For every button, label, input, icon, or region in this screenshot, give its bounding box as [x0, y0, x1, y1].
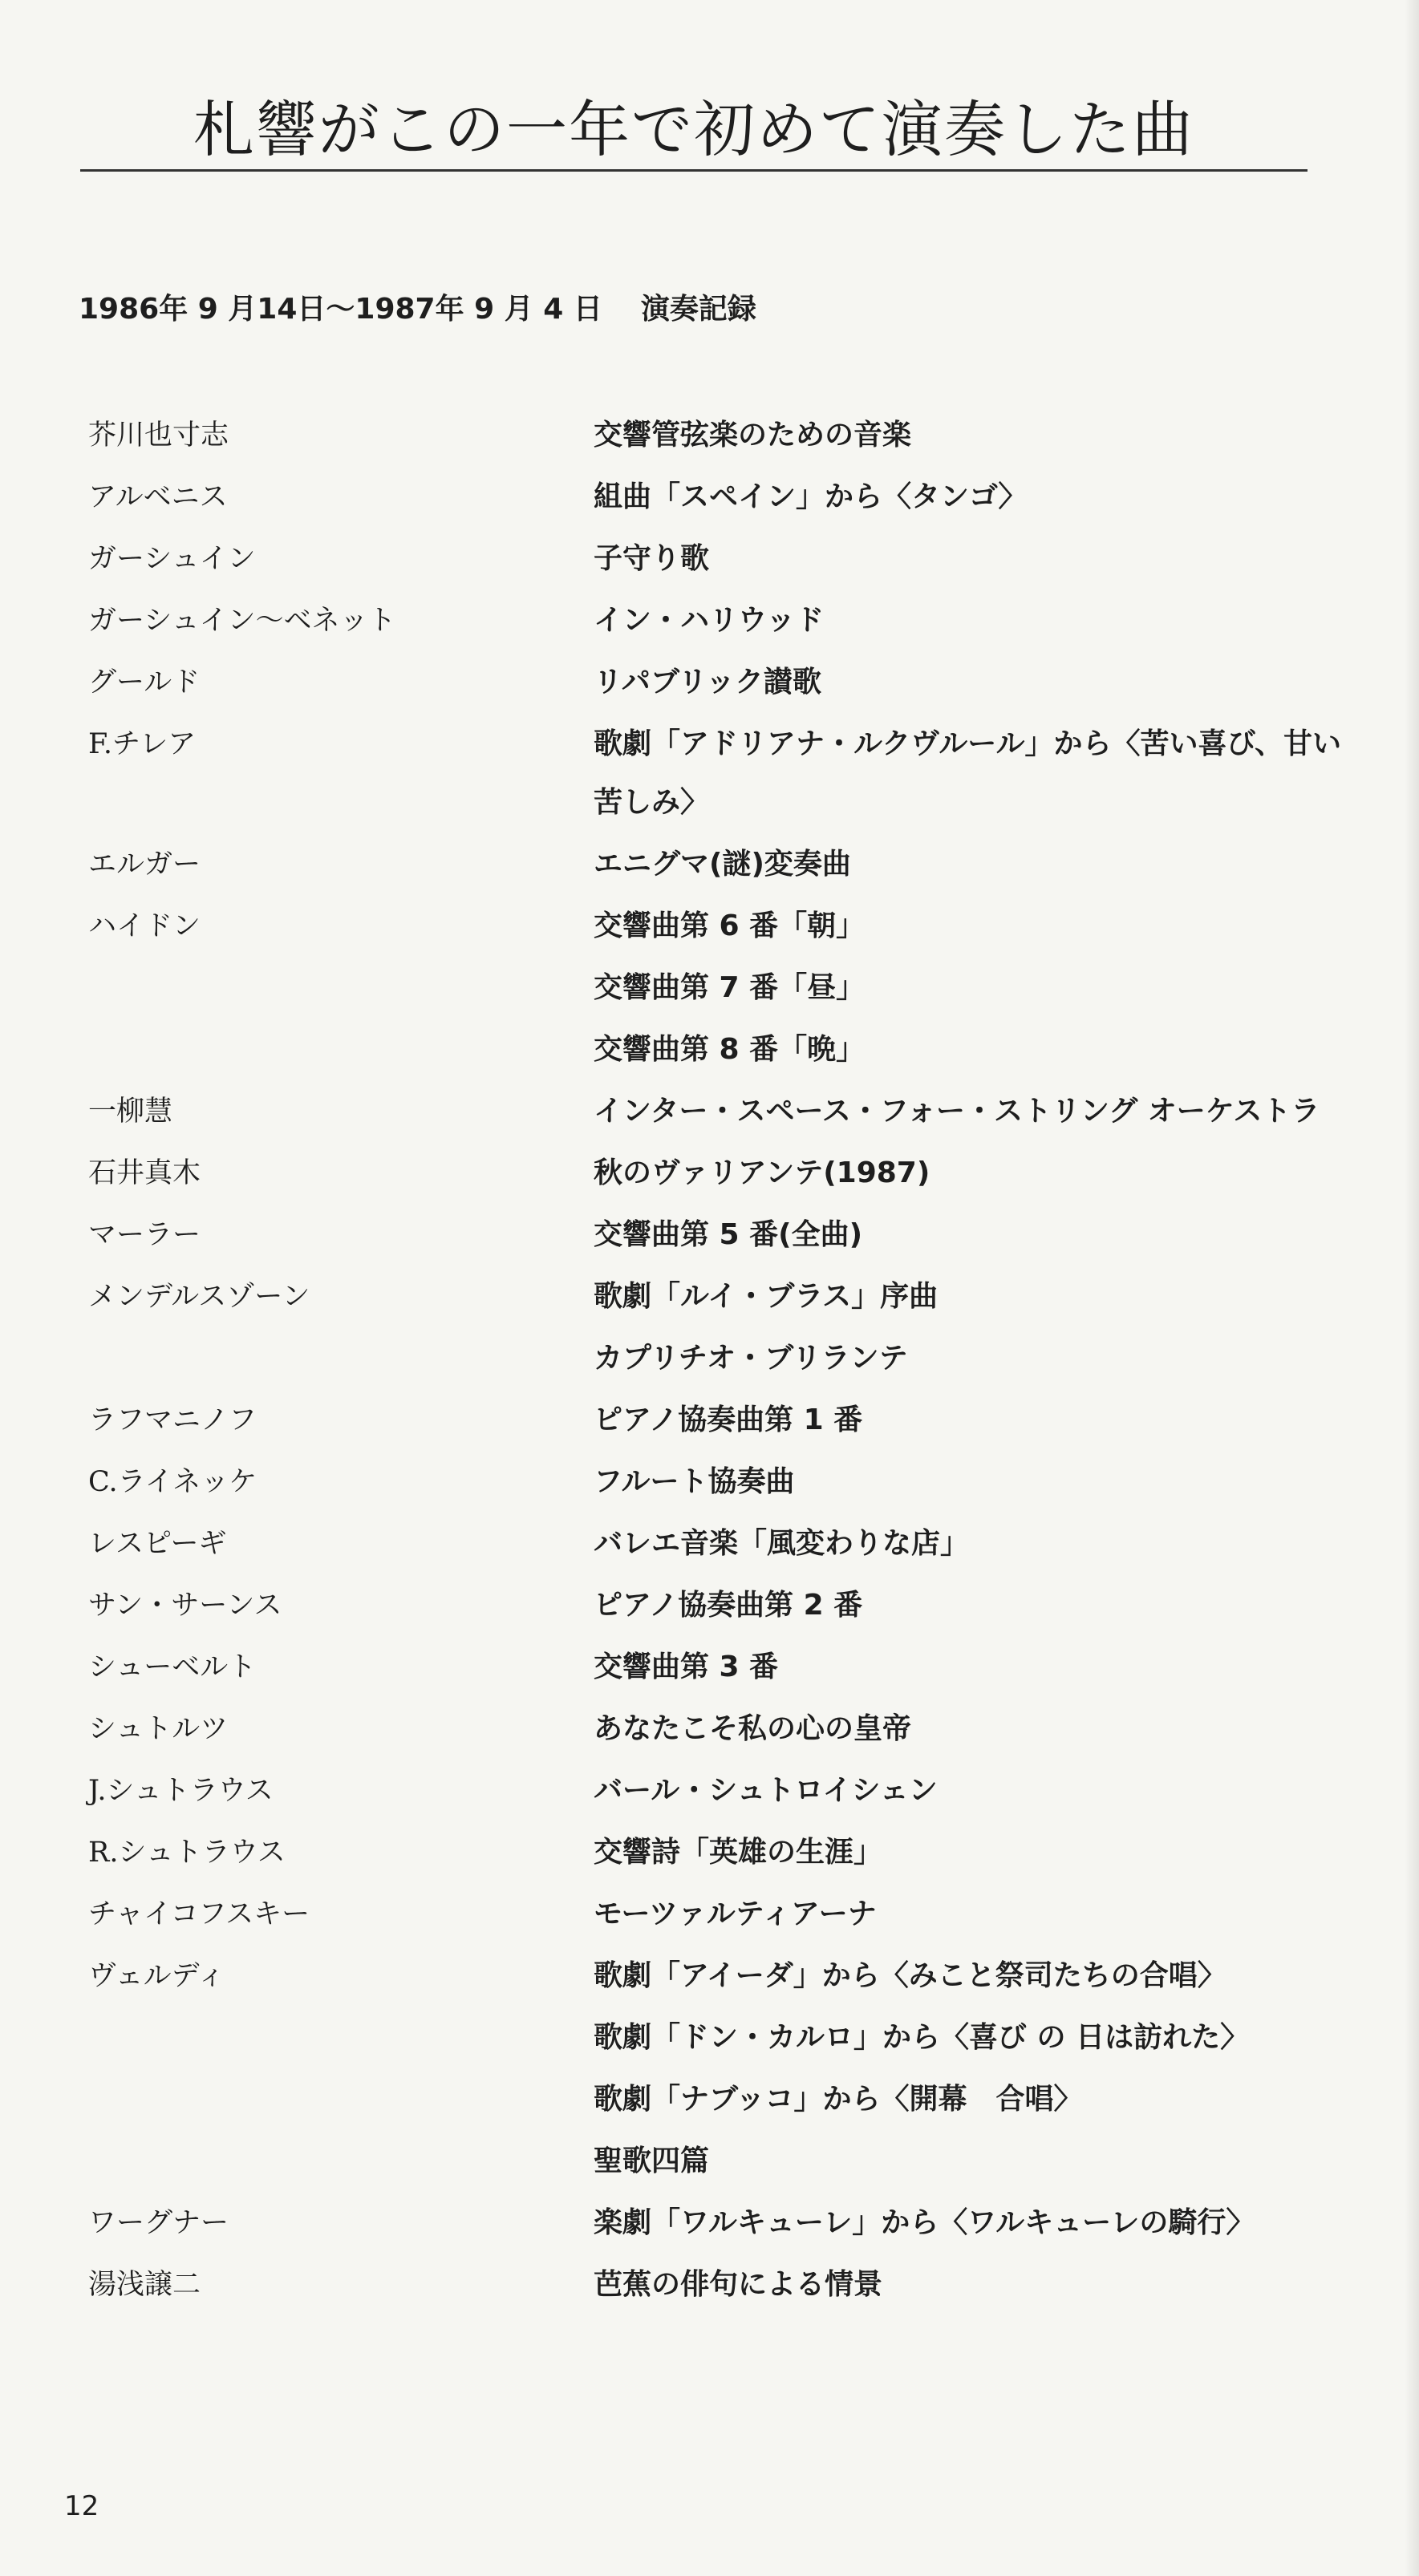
- list-item: [0, 655, 1419, 710]
- work-title: カプリチオ・ブリランテ: [594, 1342, 908, 1375]
- list-item: [0, 1023, 1419, 1077]
- list-item: [0, 2134, 1419, 2189]
- list-item: [0, 1578, 1419, 1633]
- work-title: モーツァルティアーナ: [594, 1898, 877, 1930]
- work-title: バール・シュトロイシェン: [594, 1774, 938, 1807]
- work-title: バレエ音楽「風変わりな店」: [594, 1527, 970, 1560]
- performance-record-label: 演奏記録: [640, 293, 756, 326]
- list-item: [0, 1455, 1419, 1509]
- work-title: 苦しみ〉: [594, 786, 710, 819]
- work-title: リパブリック讃歌: [594, 666, 822, 699]
- composer-name: シューベルト: [88, 1651, 257, 1683]
- composer-name: マーラー: [88, 1219, 201, 1251]
- composer-name: エルガー: [88, 849, 201, 881]
- work-title: 秋のヴァリアンテ(1987): [594, 1156, 930, 1189]
- page-title: 札響がこの一年で初めて演奏した曲: [193, 94, 1194, 165]
- work-title: 組曲「スペイン」から〈タンゴ〉: [594, 480, 1028, 513]
- list-item: [0, 593, 1419, 648]
- list-item: [0, 1949, 1419, 2003]
- list-item: [0, 1146, 1419, 1201]
- composer-name: F.チレア: [88, 728, 197, 760]
- list-item: [0, 2258, 1419, 2312]
- work-title: 子守り歌: [594, 542, 710, 575]
- composer-name: C.ライネッケ: [88, 1466, 257, 1498]
- composer-name: ガーシュイン: [88, 543, 256, 575]
- list-item: [0, 1640, 1419, 1695]
- composer-name: J.シュトラウス: [88, 1775, 274, 1807]
- work-title: 交響詩「英雄の生涯」: [594, 1836, 883, 1869]
- work-title: 歌劇「ドン・カルロ」から〈喜び の 日は訪れた〉: [594, 2021, 1250, 2054]
- work-title: 交響曲第 8 番「晩」: [594, 1033, 866, 1066]
- work-title: 交響管弦楽のための音楽: [594, 419, 912, 452]
- composer-name: 芥川也寸志: [88, 419, 229, 452]
- composer-name: シュトルツ: [88, 1713, 229, 1745]
- composer-name: ガーシュイン〜ベネット: [88, 605, 396, 637]
- list-item: [0, 717, 1419, 772]
- list-item: [0, 1764, 1419, 1818]
- work-title: 聖歌四篇: [594, 2145, 710, 2177]
- work-title: 歌劇「アドリアナ・ルクヴルール」から〈苦い喜び、甘い: [594, 727, 1342, 760]
- work-title: 歌劇「アイーダ」から〈みこと祭司たちの合唱〉: [594, 1959, 1226, 1992]
- work-title: エニグマ(謎)変奏曲: [594, 848, 851, 881]
- work-title: 交響曲第 7 番「昼」: [594, 971, 866, 1004]
- list-item: [0, 776, 1419, 830]
- composer-name: ハイドン: [88, 910, 201, 942]
- composer-name: グールド: [88, 666, 201, 699]
- composer-name: アルベニス: [88, 481, 228, 513]
- list-item: [0, 532, 1419, 586]
- work-title: インター・スペース・フォー・ストリング オーケストラ: [594, 1095, 1320, 1128]
- list-item: [0, 899, 1419, 954]
- list-item: [0, 1702, 1419, 1756]
- work-title: フルート協奏曲: [594, 1465, 795, 1498]
- list-item: [0, 2072, 1419, 2127]
- work-title: 楽劇「ワルキューレ」から〈ワルキューレの騎行〉: [594, 2206, 1255, 2239]
- list-item: [0, 837, 1419, 892]
- composer-name: R.シュトラウス: [88, 1837, 286, 1869]
- list-item: [0, 1825, 1419, 1880]
- work-title: 交響曲第 5 番(全曲): [594, 1218, 863, 1251]
- composer-name: レスピーギ: [88, 1528, 227, 1560]
- list-item: [0, 961, 1419, 1015]
- composer-name: メンデルスゾーン: [88, 1281, 310, 1313]
- work-title: ピアノ協奏曲第 1 番: [594, 1403, 863, 1436]
- work-title: 交響曲第 3 番: [594, 1651, 779, 1683]
- composer-name: 湯浅譲二: [88, 2269, 201, 2301]
- work-title: 歌劇「ナブッコ」から〈開幕 合唱〉: [594, 2083, 1083, 2116]
- work-title: 交響曲第 6 番「朝」: [594, 909, 866, 942]
- list-item: [0, 1887, 1419, 1942]
- work-title: あなたこそ私の心の皇帝: [594, 1712, 912, 1745]
- page-edge-shadow: [1405, 0, 1419, 2576]
- list-item: [0, 1270, 1419, 1324]
- composer-name: ラフマニノフ: [88, 1404, 257, 1436]
- composer-name: 一柳慧: [88, 1096, 173, 1128]
- performance-period: 1986年 9 月14日〜1987年 9 月 4 日: [79, 293, 602, 326]
- list-item: [0, 1084, 1419, 1139]
- list-item: [0, 2196, 1419, 2250]
- list-item: [0, 408, 1419, 463]
- composer-name: サン・サーンス: [88, 1590, 282, 1622]
- list-item: [0, 1331, 1419, 1386]
- composer-name: ヴェルディ: [88, 1960, 225, 1992]
- list-item: [0, 1393, 1419, 1448]
- list-item: [0, 1208, 1419, 1262]
- work-title: イン・ハリウッド: [594, 604, 825, 637]
- composer-name: チャイコフスキー: [88, 1898, 310, 1930]
- page-number: 12: [64, 2490, 99, 2522]
- list-item: [0, 1517, 1419, 1571]
- work-title: 歌劇「ルイ・ブラス」序曲: [594, 1280, 939, 1313]
- composer-name: 石井真木: [88, 1157, 201, 1189]
- work-title: 芭蕉の俳句による情景: [594, 2268, 883, 2301]
- composer-name: ワーグナー: [88, 2207, 229, 2239]
- list-item: [0, 2011, 1419, 2065]
- list-item: [0, 470, 1419, 525]
- work-title: ピアノ協奏曲第 2 番: [594, 1589, 863, 1622]
